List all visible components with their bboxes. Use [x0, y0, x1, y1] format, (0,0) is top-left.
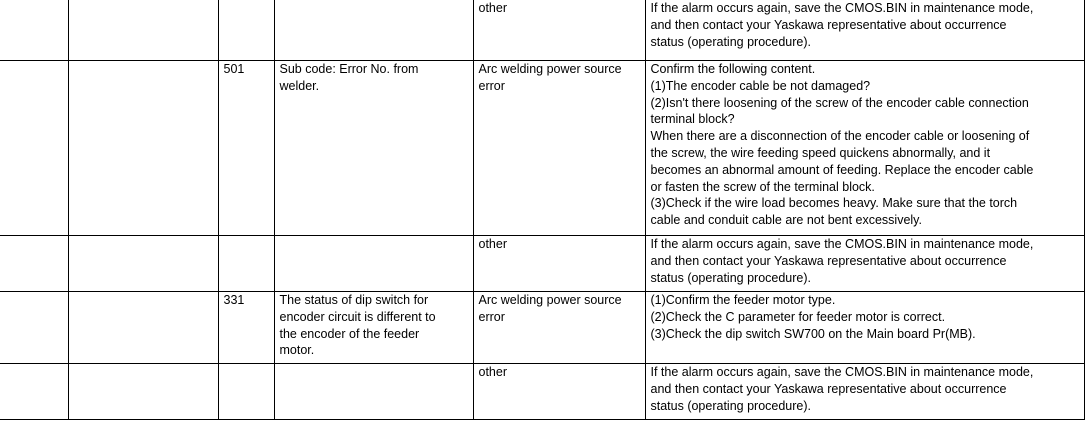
text-line: status (operating procedure). [650, 34, 812, 49]
cause-text [479, 61, 641, 95]
sub-code-cell [218, 0, 274, 61]
sub-code-cell [218, 236, 274, 292]
sub-code-cell [218, 364, 274, 420]
table-row [0, 236, 1084, 292]
alarm-number-cell [0, 0, 68, 61]
cause-text [479, 0, 641, 17]
text-line: cable and conduit cable are not bent excessively. [650, 213, 922, 228]
text-line: error [478, 309, 505, 324]
remedy-cell [645, 236, 1084, 292]
alarm-number-cell [0, 236, 68, 292]
remedy-text [651, 61, 1080, 229]
remedy-cell [645, 364, 1084, 420]
text-line: and then contact your Yaskawa representative about occurrence [650, 381, 1007, 396]
sub-code-cell [218, 292, 274, 364]
table-row [0, 364, 1084, 420]
text-line: If the alarm occurs again, save the CMOS.BIN in maintenance mode, [650, 237, 1034, 251]
alarm-number-cell [0, 292, 68, 364]
description-cell [274, 0, 473, 61]
text-line: encoder circuit is different to [279, 309, 436, 324]
text-line: (3)Check if the wire load becomes heavy. Make sure that the torch [650, 196, 1018, 211]
cause-text [479, 236, 641, 253]
cause-cell [473, 0, 645, 61]
alarm-name-cell [68, 292, 218, 364]
remedy-cell [645, 61, 1084, 236]
alarm-name-cell [68, 0, 218, 61]
cause-cell [473, 61, 645, 236]
description-text [280, 292, 469, 359]
text-line: the encoder of the feeder [279, 326, 420, 341]
text-line: Arc welding power source [478, 293, 622, 307]
cause-cell [473, 364, 645, 420]
remedy-cell [645, 292, 1084, 364]
text-line: welder. [279, 78, 320, 93]
text-line: other [478, 365, 507, 379]
alarm-name-cell [68, 236, 218, 292]
text-line: and then contact your Yaskawa representative about occurrence [650, 17, 1007, 32]
table-row [0, 0, 1084, 61]
remedy-cell [645, 0, 1084, 61]
alarm-name-cell [68, 364, 218, 420]
text-line: other [478, 1, 507, 15]
table-row [0, 292, 1084, 364]
text-line: Arc welding power source [478, 62, 622, 76]
text-line: Sub code: Error No. from [279, 62, 419, 76]
text-line: When there are a disconnection of the encoder cable or loosening of [650, 129, 1030, 144]
description-text [280, 61, 469, 95]
description-cell [274, 364, 473, 420]
cause-cell [473, 292, 645, 364]
sub-code-text: 501 [223, 62, 245, 76]
cause-text [479, 364, 641, 381]
description-cell [274, 292, 473, 364]
alarm-number-cell [0, 61, 68, 236]
text-line: (3)Check the dip switch SW700 on the Main board Pr(MB). [650, 326, 976, 341]
text-line: status (operating procedure). [650, 270, 812, 285]
text-line: error [478, 78, 505, 93]
text-line: If the alarm occurs again, save the CMOS.BIN in maintenance mode, [650, 1, 1034, 15]
description-cell [274, 61, 473, 236]
text-line: the screw, the wire feeding speed quickens abnormally, and it [650, 145, 991, 160]
sub-code-cell [218, 61, 274, 236]
text-line: and then contact your Yaskawa representative about occurrence [650, 253, 1007, 268]
text-line: (2)Check the C parameter for feeder motor is correct. [650, 309, 946, 324]
text-line: or fasten the screw of the terminal block. [650, 179, 875, 194]
text-line: The status of dip switch for [279, 293, 429, 307]
text-line: motor. [279, 343, 315, 358]
text-line: (1)Confirm the feeder motor type. [650, 293, 836, 307]
remedy-text [651, 364, 1080, 414]
alarm-number-cell [0, 364, 68, 420]
alarm-name-cell [68, 61, 218, 236]
cause-text [479, 292, 641, 326]
remedy-text [651, 0, 1080, 50]
description-cell [274, 236, 473, 292]
table-row [0, 61, 1084, 236]
sub-code-text: 331 [223, 293, 245, 307]
cause-cell [473, 236, 645, 292]
text-line: Confirm the following content. [650, 62, 816, 76]
text-line: other [478, 237, 507, 251]
text-line: becomes an abnormal amount of feeding. Replace the encoder cable [650, 162, 1034, 177]
text-line: terminal block? [650, 112, 735, 127]
text-line: (1)The encoder cable be not damaged? [650, 78, 871, 93]
remedy-text [651, 236, 1080, 286]
remedy-text [651, 292, 1080, 342]
text-line: If the alarm occurs again, save the CMOS.BIN in maintenance mode, [650, 365, 1034, 379]
text-line: (2)Isn't there loosening of the screw of the encoder cable connection [650, 95, 1029, 110]
text-line: status (operating procedure). [650, 398, 812, 413]
